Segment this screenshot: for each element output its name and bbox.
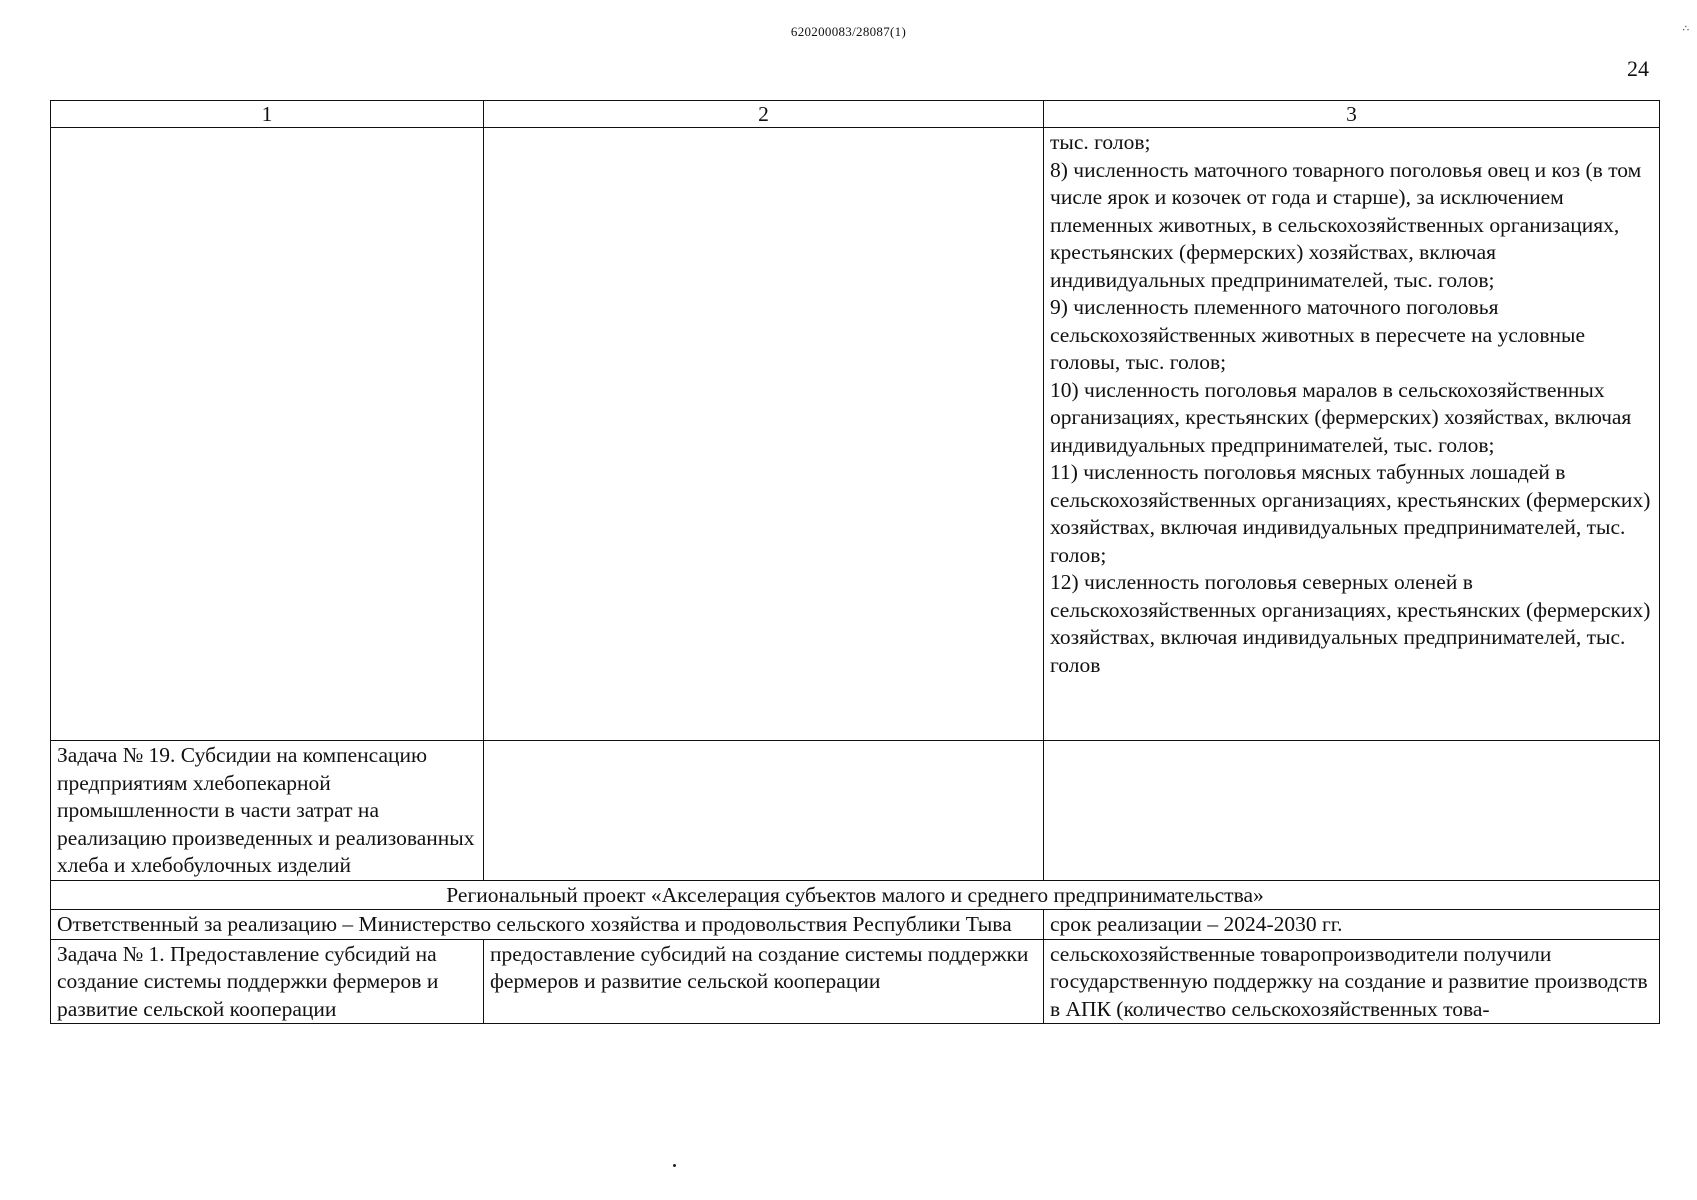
responsible-executor: Ответственный за реализацию – Министерство сельского хозяйства и продовольствия Республики Тыва bbox=[51, 910, 1044, 940]
task-1-description: Задача № 1. Предоставление субсидий на создание системы поддержки фермеров и развитие сельской кооперации bbox=[51, 939, 484, 1024]
indicator-item: 9) численность племенного маточного поголовья сельскохозяйственных животных в пересчете на условные головы, тыс. голов; bbox=[1050, 295, 1585, 374]
program-table bbox=[50, 100, 1660, 1024]
task-1-measure: предоставление субсидий на создание системы поддержки фермеров и развитие сельской кооперации bbox=[484, 939, 1044, 1024]
indicators-continuation-row bbox=[51, 128, 1660, 741]
indicator-item: 10) численность поголовья маралов в сельскохозяйственных организациях, крестьянских (фермерских) хозяйствах, включая индивидуальных предпринимателей, тыс. голов; bbox=[1050, 377, 1632, 457]
implementation-term: срок реализации – 2024-2030 гг. bbox=[1044, 910, 1660, 940]
column-number-1: 1 bbox=[51, 101, 484, 128]
task-1-result: сельскохозяйственные товаропроизводители получили государственную поддержку на создание и развитие производств в АПК (количество сельскохозяйственных това- bbox=[1044, 939, 1660, 1024]
stray-dot bbox=[673, 1164, 676, 1167]
column-number-3: 3 bbox=[1044, 101, 1660, 128]
corner-scan-mark: ⁖ bbox=[1678, 24, 1694, 32]
document-code: 620200083/28087(1) bbox=[790, 24, 907, 39]
regional-project-title: Региональный проект «Акселерация субъектов малого и среднего предпринимательства» bbox=[51, 881, 1660, 910]
indicator-item: 11) численность поголовья мясных табунных лошадей в сельскохозяйственных организациях, крестьянских (фермерских) хозяйствах, включая индивидуальных предпринимателей, тыс. голов; bbox=[1050, 460, 1651, 567]
task-1-row bbox=[51, 939, 1660, 1024]
task-19-row bbox=[51, 741, 1660, 881]
continuation-col2-cell bbox=[484, 128, 1044, 741]
task-19-col2-cell bbox=[484, 741, 1044, 881]
indicator-item: 8) численность маточного товарного поголовья овец и коз (в том числе ярок и козочек от года и старше), за исключением племенных животных, в сельскохозяйственных организациях, крестьянских (фермерских) хозяйствах, включая индивидуальных предпринимателей, тыс. голов; bbox=[1050, 157, 1642, 292]
task-19-description: Задача № 19. Субсидии на компенсацию предприятиям хлебопекарной промышленности в части затрат на реализацию произведенных и реализованных хлеба и хлебобулочных изделий bbox=[51, 741, 484, 881]
page-number: 24 bbox=[1627, 56, 1649, 81]
indicator-item: тыс. голов; bbox=[1050, 130, 1151, 154]
indicator-item: 12) численность поголовья северных оленей в сельскохозяйственных организациях, крестьянских (фермерских) хозяйствах, включая индивидуальных предпринимателей, тыс. голов bbox=[1050, 570, 1651, 677]
responsible-row bbox=[51, 910, 1660, 940]
column-number-2: 2 bbox=[484, 101, 1044, 128]
regional-project-row bbox=[51, 881, 1660, 910]
task-19-col3-cell bbox=[1044, 741, 1660, 881]
column-number-row bbox=[51, 101, 1660, 128]
continuation-col1-cell bbox=[51, 128, 484, 741]
indicators-list-cell bbox=[1044, 128, 1660, 741]
